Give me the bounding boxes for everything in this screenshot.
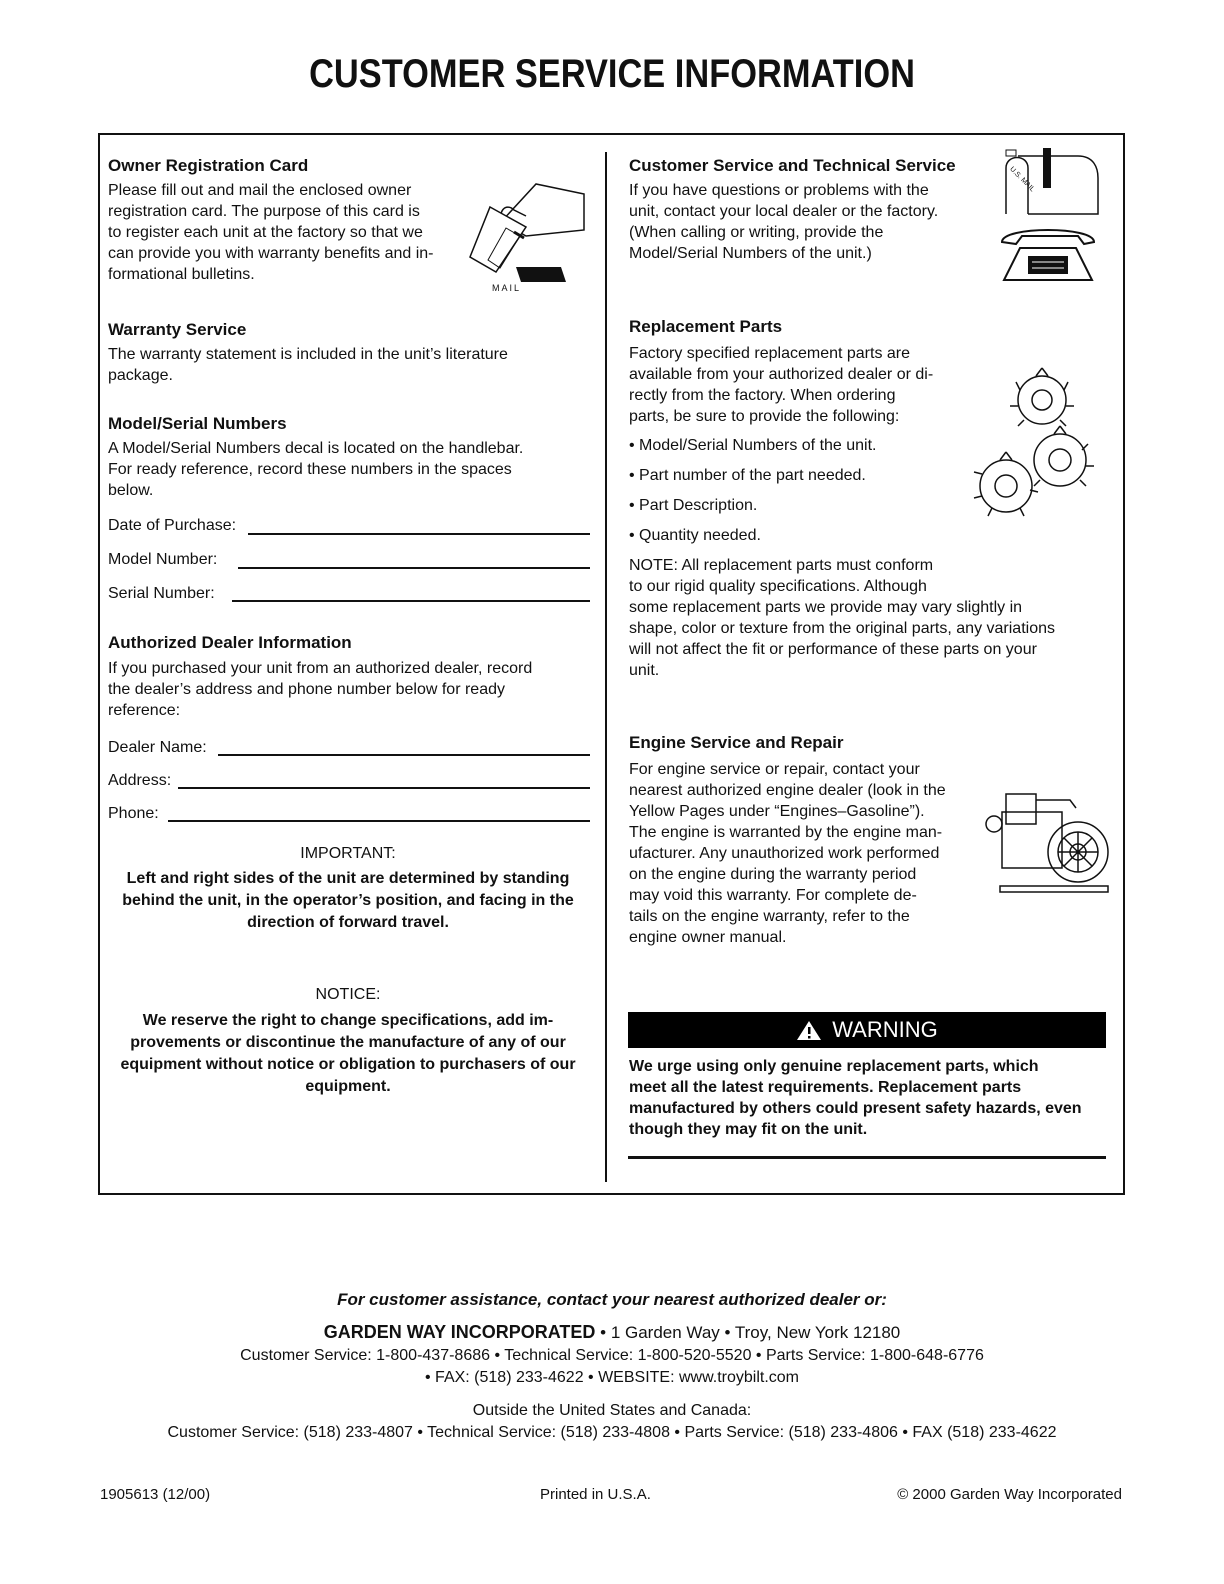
warning-label: WARNING	[832, 1017, 938, 1042]
engine-section	[629, 733, 989, 948]
parts-bullet: • Part Description.	[629, 497, 758, 514]
part-number: 1905613 (12/00)	[100, 1486, 211, 1503]
engine-heading: Engine Service and Repair	[629, 733, 844, 752]
warning-banner	[628, 1012, 1106, 1048]
serial-number-label: Serial Number:	[108, 585, 215, 602]
important-text: Left and right sides of the unit are determined by standing behind the unit, in the operator’s position, and facing in the direction of forward travel.	[122, 870, 574, 931]
notice-heading: NOTICE:	[315, 986, 381, 1003]
date-of-purchase-label: Date of Purchase:	[108, 517, 237, 534]
model-serial-text: A Model/Serial Numbers decal is located on the handlebar. For ready reference, record these numbers in the spaces below.	[108, 440, 524, 499]
page-title: CUSTOMER SERVICE INFORMATION	[309, 52, 915, 96]
mail-card-icon	[466, 172, 592, 294]
company-name: GARDEN WAY INCORPORATED	[323, 1322, 596, 1342]
printed-in: Printed in U.S.A.	[540, 1486, 651, 1503]
mailbox-label: U.S. MAIL	[1008, 165, 1036, 194]
engine-icon	[982, 786, 1116, 898]
parts-bullet: • Part number of the part needed.	[629, 467, 866, 484]
intl-phone-line: Customer Service: (518) 233-4807 • Technical Service: (518) 233-4808 • Parts Service: (518) 233-4806 • FAX (518) 233-4622	[167, 1424, 1057, 1441]
owner-registration-text: Please fill out and mail the enclosed owner registration card. The purpose of this card is to register each unit at the factory so that we can provide you with warranty benefits and in- formational bulletins.	[108, 182, 434, 283]
assist-line: For customer assistance, contact your nearest authorized dealer or:	[337, 1290, 887, 1309]
warranty-text: The warranty statement is included in the unit’s literature package.	[108, 346, 508, 384]
customer-service-heading: Customer Service and Technical Service	[629, 156, 956, 175]
warning-text: We urge using only genuine replacement parts, which meet all the latest requirements. Replacement parts manufactured by others could present safety hazards, even though they may fit on the unit.	[629, 1058, 1082, 1138]
owner-registration-section	[108, 156, 478, 285]
dealer-text: If you purchased your unit from an authorized dealer, record the dealer’s address and phone number below for ready reference:	[108, 660, 533, 719]
warranty-heading: Warranty Service	[108, 320, 247, 339]
replacement-parts-text: Factory specified replacement parts are available from your authorized dealer or di- rectly from the factory. When ordering parts, be sure to provide the following:	[629, 345, 934, 425]
customer-service-section	[629, 156, 989, 264]
parts-note: NOTE: All replacement parts must conform to our rigid quality specifications. Although some replacement parts we provide may vary slightly in shape, color or texture from the original parts, any variations will not affect the fit or performance of these parts on your unit.	[629, 557, 1055, 679]
address-field[interactable]	[178, 787, 590, 789]
company-address: • 1 Garden Way • Troy, New York 12180	[600, 1323, 901, 1342]
important-heading: IMPORTANT:	[300, 845, 396, 862]
copyright: © 2000 Garden Way Incorporated	[897, 1486, 1122, 1503]
dealer-section	[108, 633, 598, 721]
replacement-parts-heading: Replacement Parts	[629, 317, 783, 336]
outside-heading: Outside the United States and Canada:	[472, 1402, 752, 1419]
dealer-heading: Authorized Dealer Information	[108, 633, 352, 652]
mailbox-icon	[998, 148, 1102, 218]
warranty-section	[108, 320, 588, 386]
date-of-purchase-field[interactable]	[248, 533, 590, 535]
fax-website-line: • FAX: (518) 233-4622 • WEBSITE: www.troybilt.com	[425, 1369, 799, 1386]
serial-number-field[interactable]	[232, 600, 590, 602]
address-label: Address:	[108, 772, 172, 789]
phone-label: Phone:	[108, 805, 159, 822]
model-serial-heading: Model/Serial Numbers	[108, 414, 287, 433]
engine-text: For engine service or repair, contact your nearest authorized engine dealer (look in the Yellow Pages under “Engines–Gasoline”). The engine is warranted by the engine man- ufacturer. Any unauthorized work performed on the engine during the warranty period may void this warranty. For complete de- tails on the engine warranty, refer to the engine owner manual.	[629, 761, 946, 946]
customer-service-text: If you have questions or problems with the unit, contact your local dealer or the factory. (When calling or writing, provide the Model/Serial Numbers of the unit.)	[629, 182, 939, 262]
dealer-name-field[interactable]	[218, 754, 590, 756]
model-number-field[interactable]	[238, 567, 590, 569]
owner-registration-heading: Owner Registration Card	[108, 156, 309, 175]
parts-bullet: • Quantity needed.	[629, 527, 761, 544]
model-number-label: Model Number:	[108, 551, 218, 568]
warning-rule	[628, 1156, 1106, 1159]
company-line	[0, 1322, 1224, 1343]
parts-bullet: • Model/Serial Numbers of the unit.	[629, 437, 877, 454]
phone-field[interactable]	[168, 820, 590, 822]
mail-label: MAIL	[492, 283, 522, 293]
column-divider	[605, 152, 607, 1182]
gears-icon	[968, 362, 1102, 528]
warning-icon	[796, 1019, 822, 1041]
notice-text: We reserve the right to change specifications, add im- provements or discontinue the manufacture of any of our equipment without notice or obligation to purchasers of our equipment.	[120, 1012, 576, 1095]
us-phone-line: Customer Service: 1-800-437-8686 • Technical Service: 1-800-520-5520 • Parts Service: 1-800-648-6776	[240, 1347, 984, 1364]
dealer-name-label: Dealer Name:	[108, 739, 207, 756]
model-serial-section	[108, 414, 588, 501]
telephone-icon	[998, 222, 1102, 286]
